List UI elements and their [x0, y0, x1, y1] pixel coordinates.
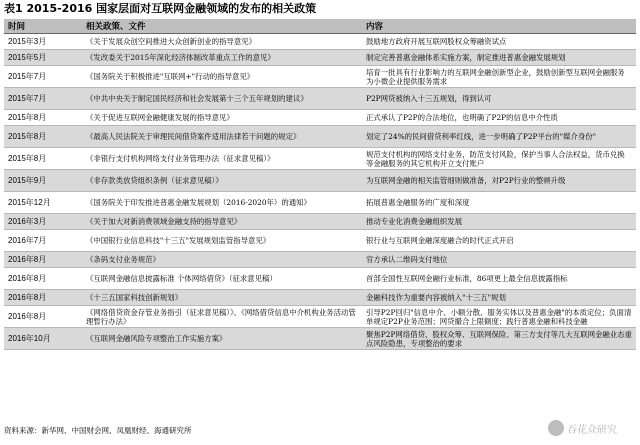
cell-date: 2016年8月 [4, 268, 82, 290]
cell-policy: 《国务院关于印发推进普惠金融发展规划（2016-2020年）的通知》 [82, 192, 362, 214]
table-row [4, 290, 636, 306]
cell-date: 2015年7月 [4, 66, 82, 88]
cell-policy: 《十三五国家科技创新规划》 [82, 290, 362, 306]
source-note: 资料来源：新华网、中国财会网、凤凰财经、海通研究所 [4, 426, 192, 435]
cell-policy: 《中国银行业信息科技"十三五"发展规划监管指导意见》 [82, 230, 362, 252]
cell-content: 规范支付机构的网络支付业务，防范支付风险，保护当事人合法权益，货币兑换等金融服务的其它机构开立支付账户 [362, 148, 636, 170]
table-row [4, 328, 636, 350]
table-row [4, 50, 636, 66]
table-row [4, 34, 636, 50]
cell-date: 2015年8月 [4, 148, 82, 170]
cell-policy: 《关于促进互联网金融健康发展的指导意见》 [82, 110, 362, 126]
table-row [4, 170, 636, 192]
cell-content: 银行业与互联网金融深度融合的时代正式开启 [362, 230, 636, 252]
cell-date: 2016年8月 [4, 306, 82, 328]
cell-content: 聚焦P2P网络借贷、股权众筹、互联网保险、第三方支付等几大互联网金融业态重点风险隐患，专项整治的要求 [362, 328, 636, 350]
cell-policy: 《发改委关于2015年深化经济体制改革重点工作的意见》 [82, 50, 362, 66]
table-row [4, 230, 636, 252]
table-row [4, 110, 636, 126]
cell-content: 制定完善普惠金融体系实施方案，制定推进普惠金融发展规划 [362, 50, 636, 66]
cell-content: 首部全国性互联网金融行业标准，86项更上最全信息披露指标 [362, 268, 636, 290]
table-row [4, 306, 636, 328]
header-content: 内容 [362, 19, 636, 34]
cell-date: 2015年3月 [4, 34, 82, 50]
cell-content: 鼓励地方政府开展互联网股权众筹融资试点 [362, 34, 636, 50]
cell-date: 2015年8月 [4, 126, 82, 148]
cell-policy: 《网络借贷资金存管业务指引（征求意见稿）》、《网络借贷信息中介机构业务活动管理暂行办法》 [82, 306, 362, 328]
cell-content: 引导P2P回归"信息中介、小额分散、服务实体以及普惠金融"的本质定位；负面清单规定P2P业务范围；网贷撮合上限额度；践行普惠金融和科技金融 [362, 306, 636, 328]
table-row [4, 252, 636, 268]
header-date: 时间 [4, 19, 82, 34]
cell-policy: 《非存款类放贷组织条例（征求意见稿）》 [82, 170, 362, 192]
cell-date: 2016年7月 [4, 230, 82, 252]
header-policy: 相关政策、文件 [82, 19, 362, 34]
cell-content: 培育一批具有行业影响力的互联网金融创新型企业，鼓励创新型互联网金融服务为小微企业提供服务需求 [362, 66, 636, 88]
cell-date: 2016年10月 [4, 328, 82, 350]
cell-policy: 《关于发展众创空间推进大众创新创业的指导意见》 [82, 34, 362, 50]
cell-content: 官方承认二维码支付地位 [362, 252, 636, 268]
cell-content: 划定了24%的民间借贷利率红线，进一步明确了P2P平台的"媒介身份" [362, 126, 636, 148]
table-row [4, 148, 636, 170]
table-row [4, 192, 636, 214]
cell-content: 金融科技作为重要内容被纳入"十三五"规划 [362, 290, 636, 306]
cell-content: 拓展普惠金融服务的广度和深度 [362, 192, 636, 214]
table-row [4, 66, 636, 88]
cell-date: 2016年8月 [4, 290, 82, 306]
cell-date: 2015年8月 [4, 110, 82, 126]
policy-table [4, 19, 636, 350]
cell-date: 2015年12月 [4, 192, 82, 214]
table-header-row [4, 19, 636, 34]
table-row [4, 268, 636, 290]
cell-policy: 《互联网金融风险专项整治工作实施方案》 [82, 328, 362, 350]
cell-date: 2015年7月 [4, 88, 82, 110]
table-row [4, 214, 636, 230]
table-row [4, 126, 636, 148]
cell-content: P2P网贷被纳入十三五规划，得到认可 [362, 88, 636, 110]
cell-date: 2016年3月 [4, 214, 82, 230]
cell-policy: 《国务院关于积极推进"互联网+"行动的指导意见》 [82, 66, 362, 88]
cell-policy: 《非银行支付机构网络支付业务管理办法（征求意见稿）》 [82, 148, 362, 170]
cell-date: 2015年9月 [4, 170, 82, 192]
watermark-text: 吞花众研究 [567, 424, 617, 436]
cell-date: 2016年8月 [4, 252, 82, 268]
cell-content: 正式承认了P2P的合法地位，也明确了P2P的信息中介性质 [362, 110, 636, 126]
cell-policy: 《关于加大对新消费领域金融支持的指导意见》 [82, 214, 362, 230]
watermark-logo-icon [548, 420, 564, 436]
cell-policy: 《最高人民法院关于审理民间借贷案件适用法律若干问题的规定》 [82, 126, 362, 148]
watermark [548, 419, 632, 437]
cell-policy: 《互联网金融信息披露标准 个体网络借贷》（征求意见稿） [82, 268, 362, 290]
cell-date: 2015年5月 [4, 50, 82, 66]
cell-policy: 《条码支付业务规范》 [82, 252, 362, 268]
table-title: 表1 2015-2016 国家层面对互联网金融领域的发布的相关政策 [4, 2, 317, 15]
cell-content: 为互联网金融的相关监管细则做准备，对P2P行业的整顿升级 [362, 170, 636, 192]
table-row [4, 88, 636, 110]
cell-policy: 《中共中央关于制定国民经济和社会发展第十三个五年规划的建议》 [82, 88, 362, 110]
cell-content: 推动专业化消费金融组织发展 [362, 214, 636, 230]
